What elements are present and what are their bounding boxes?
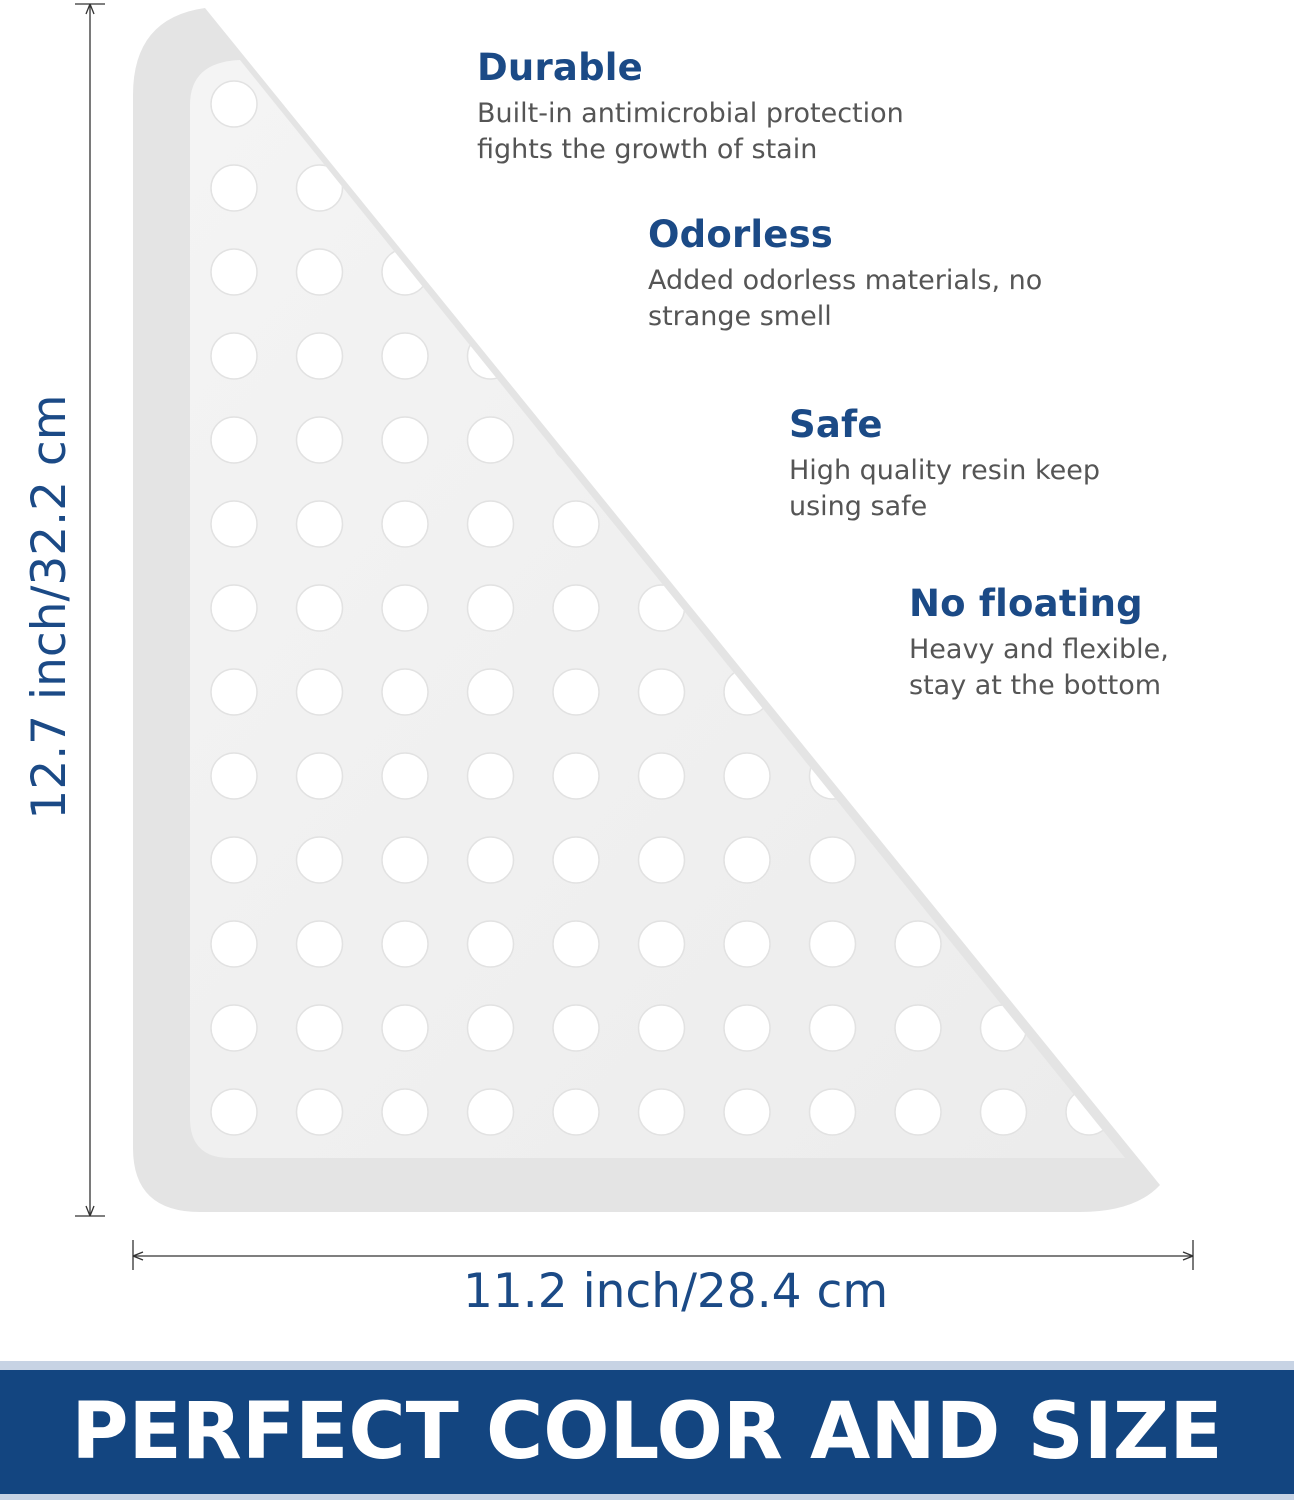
drain-hole [382,1005,428,1051]
drain-hole [297,837,343,883]
feature-title: Safe [789,403,883,446]
width-dimension-label: 11.2 inch/28.4 cm [463,1264,889,1319]
drain-hole [382,417,428,463]
drain-hole [211,669,257,715]
drain-hole [981,1089,1027,1135]
feature-description: High quality resin keep using safe [789,455,1101,522]
drain-hole [382,669,428,715]
drain-hole [382,753,428,799]
feature-description: Built-in antimicrobial protection fights the growth of stain [477,98,904,165]
height-dimension-line [75,4,105,1216]
drain-hole [468,837,514,883]
feature-safe [789,403,1129,525]
drain-hole [297,753,343,799]
drain-hole [724,1089,770,1135]
drain-hole [810,1005,856,1051]
drain-hole [553,1089,599,1135]
height-dimension-label: 12.7 inch/32.2 cm [22,394,77,820]
drain-hole [297,501,343,547]
drain-hole [724,921,770,967]
drain-hole [639,669,685,715]
feature-title: No floating [909,582,1143,625]
feature-title: Odorless [648,213,834,256]
drain-hole [468,921,514,967]
promo-banner [0,1370,1294,1494]
drain-hole [297,921,343,967]
drain-hole [211,585,257,631]
drain-hole [468,501,514,547]
drain-hole [211,81,257,127]
drain-hole [810,1089,856,1135]
drain-hole [382,921,428,967]
drain-hole [211,249,257,295]
feature-odorless [648,213,1068,335]
drain-hole [639,1089,685,1135]
drain-hole [297,669,343,715]
drain-hole [895,1005,941,1051]
drain-hole [382,333,428,379]
drain-hole [810,837,856,883]
drain-hole [211,165,257,211]
drain-hole [468,753,514,799]
drain-hole [211,333,257,379]
drain-hole [382,837,428,883]
drain-hole [211,837,257,883]
drain-hole [211,753,257,799]
banner-top-stripe [0,1361,1294,1370]
drain-hole [724,837,770,883]
drain-hole [468,585,514,631]
drain-hole [382,1089,428,1135]
drain-hole [211,417,257,463]
drain-hole [211,501,257,547]
drain-hole [639,837,685,883]
drain-hole [553,669,599,715]
drain-hole [468,1089,514,1135]
drain-hole [639,921,685,967]
drain-hole [981,1005,1027,1051]
drain-hole [468,1005,514,1051]
drain-hole [895,921,941,967]
drain-hole [297,333,343,379]
drain-hole [468,333,514,379]
drain-hole [553,585,599,631]
drain-hole [468,417,514,463]
drain-hole [382,585,428,631]
drain-hole [553,1005,599,1051]
banner-text: PERFECT COLOR AND SIZE [71,1387,1223,1477]
drain-hole [297,417,343,463]
feature-title: Durable [477,46,643,89]
drain-hole [382,501,428,547]
drain-hole [724,753,770,799]
drain-hole [724,1005,770,1051]
drain-hole [553,921,599,967]
drain-hole [211,921,257,967]
drain-hole [553,501,599,547]
drain-hole [895,1089,941,1135]
drain-hole [211,1005,257,1051]
drain-hole [810,921,856,967]
feature-durable [477,46,937,168]
drain-hole [553,753,599,799]
drain-hole [553,837,599,883]
banner-bottom-stripe [0,1494,1294,1500]
feature-description: Added odorless materials, no strange smell [648,265,1043,332]
drain-hole [297,1089,343,1135]
drain-hole [468,669,514,715]
drain-hole [639,1005,685,1051]
feature-description: Heavy and flexible, stay at the bottom [909,634,1169,701]
drain-hole [297,1005,343,1051]
feature-no-floating [909,582,1199,704]
drain-hole [297,249,343,295]
drain-hole [639,753,685,799]
drain-hole [211,1089,257,1135]
drain-hole [297,585,343,631]
